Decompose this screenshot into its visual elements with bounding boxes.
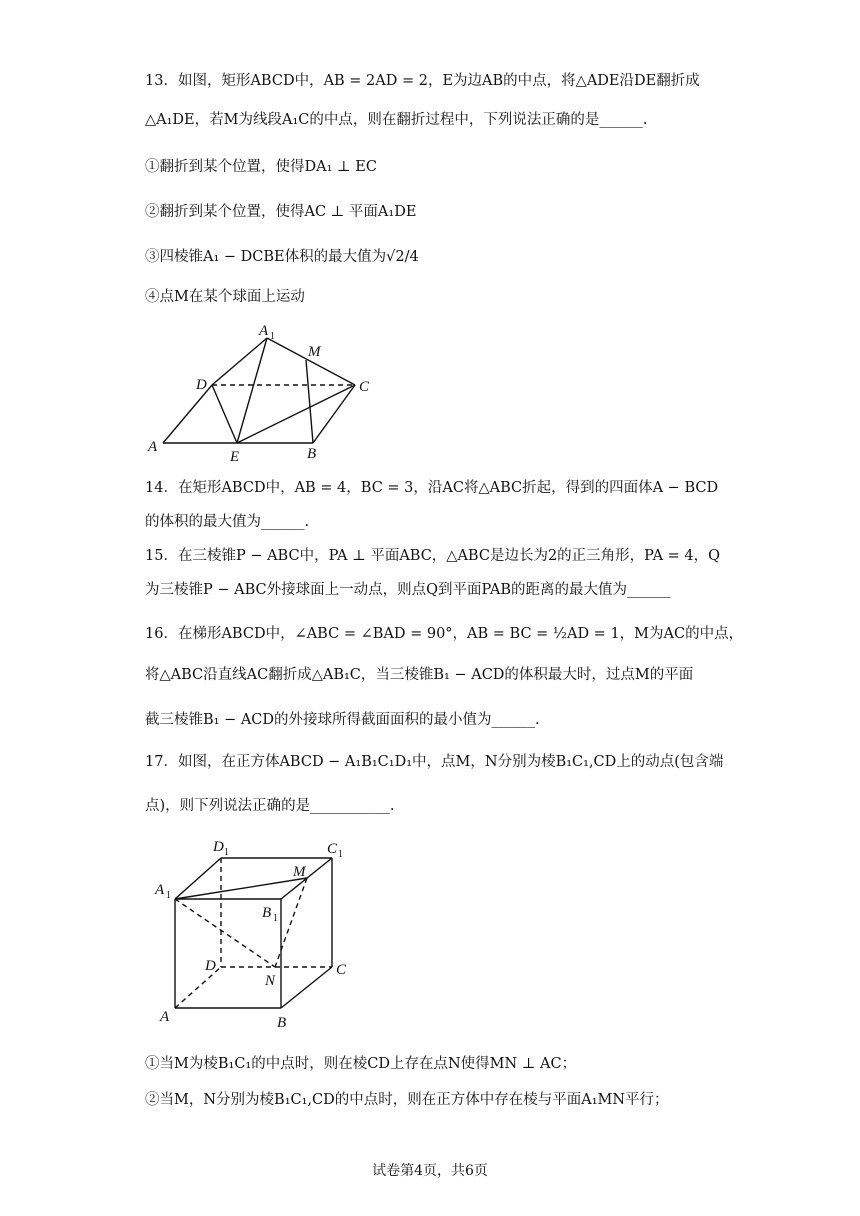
q13-option-3: ③四棱锥A₁ − DCBE体积的最大值为√2/4 [145, 249, 419, 265]
q15-line-2: 为三棱锥P − ABC外接球面上一动点，则点Q到平面PAB的距离的最大值为______ [145, 582, 671, 598]
page-footer: 试卷第4页，共6页 [372, 1163, 488, 1179]
label-B1: B [262, 905, 272, 921]
q17-option-1: ①当M为棱B₁C₁的中点时，则在棱CD上存在点N使得MN ⊥ AC； [145, 1056, 577, 1072]
label-B: B [307, 446, 317, 462]
label-D: D [196, 377, 207, 393]
q14-line-2: 的体积的最大值为______. [145, 514, 310, 530]
q14-line-1: 14．在矩形ABCD中，AB = 4，BC = 3，沿AC将△ABC折起，得到的四面体A − BCD [145, 480, 719, 496]
label-A: A [160, 1009, 170, 1025]
q13-option-4: ④点M在某个球面上运动 [145, 289, 305, 305]
label-C1: C [327, 841, 338, 857]
label-A1-sub: 1 [270, 331, 275, 342]
figure-cube [150, 832, 360, 1032]
label-N: N [265, 973, 276, 989]
q16-line-3: 截三棱锥B₁ − ACD的外接球所得截面面积的最小值为______. [145, 712, 540, 728]
label-B1-sub: 1 [273, 913, 278, 924]
label-E: E [230, 449, 240, 464]
label-B: B [277, 1015, 287, 1031]
q13-option-1: ①翻折到某个位置，使得DA₁ ⊥ EC [145, 159, 377, 175]
label-A1: A [155, 882, 165, 898]
label-A1-sub: 1 [166, 890, 171, 901]
label-D1-sub: 1 [224, 847, 229, 858]
label-C: C [359, 379, 370, 395]
label-C: C [336, 962, 347, 978]
q17-line-1: 17．如图，在正方体ABCD − A₁B₁C₁D₁中，点M，N分别为棱B₁C₁,CD上的动点(包含端 [145, 754, 724, 770]
label-M: M [293, 864, 306, 880]
figure-folded-rectangle [140, 318, 380, 464]
q16-line-1: 16．在梯形ABCD中，∠ABC = ∠BAD = 90°，AB = BC = ½AD = 1，M为AC的中点， [145, 626, 744, 642]
label-M: M [308, 344, 321, 360]
label-A1: A [259, 323, 269, 339]
label-A: A [148, 439, 158, 455]
label-D: D [205, 958, 216, 974]
label-C1-sub: 1 [338, 849, 343, 860]
q17-option-2: ②当M，N分别为棱B₁C₁,CD的中点时，则在正方体中存在棱与平面A₁MN平行； [145, 1092, 669, 1108]
q13-line-2: △A₁DE，若M为线段A₁C的中点，则在翻折过程中，下列说法正确的是______. [145, 112, 648, 128]
q17-line-2: 点)，则下列说法正确的是___________. [145, 798, 395, 814]
q15-line-1: 15．在三棱锥P − ABC中，PA ⊥ 平面ABC，△ABC是边长为2的正三角形，PA = 4，Q [145, 548, 721, 564]
q13-line-1: 13．如图，矩形ABCD中，AB = 2AD = 2，E为边AB的中点，将△ADE沿DE翻折成 [145, 73, 700, 89]
label-D1: D [213, 839, 224, 855]
q13-option-2: ②翻折到某个位置，使得AC ⊥ 平面A₁DE [145, 204, 417, 220]
q16-line-2: 将△ABC沿直线AC翻折成△AB₁C，当三棱锥B₁ − ACD的体积最大时，过点M的平面 [145, 667, 694, 683]
